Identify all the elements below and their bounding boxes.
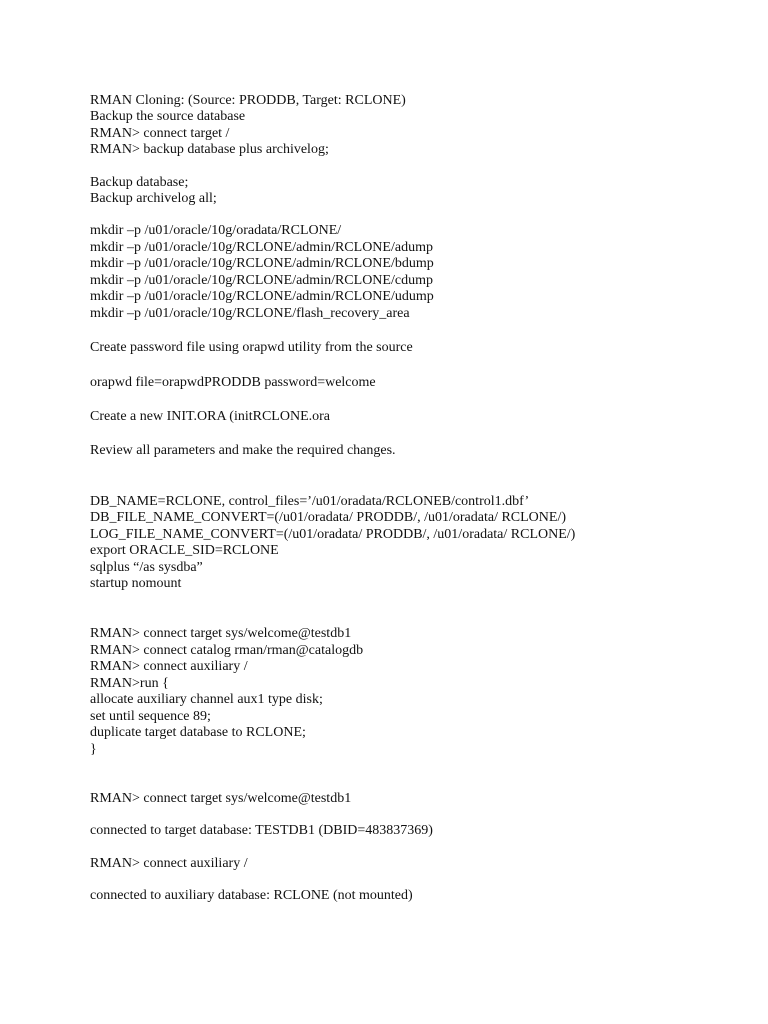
- text-line: mkdir –p /u01/oracle/10g/RCLONE/admin/RCLONE/cdump: [90, 273, 433, 288]
- text-line: Backup archivelog all;: [90, 191, 217, 206]
- text-line: mkdir –p /u01/oracle/10g/RCLONE/admin/RCLONE/adump: [90, 240, 433, 255]
- text-line: RMAN> connect auxiliary /: [90, 659, 248, 674]
- text-line: DB_NAME=RCLONE, control_files=’/u01/oradata/RCLONEB/control1.dbf’: [90, 494, 530, 509]
- text-line: }: [90, 742, 97, 757]
- text-line: mkdir –p /u01/oracle/10g/RCLONE/admin/RCLONE/bdump: [90, 256, 434, 271]
- text-line: Create password file using orapwd utility from the source: [90, 340, 413, 355]
- text-line: RMAN> connect target /: [90, 126, 230, 141]
- text-line: sqlplus “/as sysdba”: [90, 560, 203, 575]
- text-line: duplicate target database to RCLONE;: [90, 725, 306, 740]
- text-line: mkdir –p /u01/oracle/10g/oradata/RCLONE/: [90, 223, 342, 238]
- text-line: RMAN>run {: [90, 676, 169, 691]
- text-line: connected to auxiliary database: RCLONE (not mounted): [90, 888, 413, 903]
- text-line: startup nomount: [90, 576, 182, 591]
- text-line: Create a new INIT.ORA (initRCLONE.ora: [90, 409, 331, 424]
- text-line: Backup the source database: [90, 109, 246, 124]
- text-line: DB_FILE_NAME_CONVERT=(/u01/oradata/ PRODDB/, /u01/oradata/ RCLONE/): [90, 510, 567, 525]
- text-line: Review all parameters and make the required changes.: [90, 443, 396, 458]
- text-line: orapwd file=orapwdPRODDB password=welcome: [90, 375, 376, 390]
- text-line: export ORACLE_SID=RCLONE: [90, 543, 279, 558]
- text-line: RMAN> backup database plus archivelog;: [90, 142, 329, 157]
- text-line: RMAN> connect target sys/welcome@testdb1: [90, 791, 352, 806]
- text-line: RMAN Cloning: (Source: PRODDB, Target: RCLONE): [90, 93, 406, 108]
- text-line: Backup database;: [90, 175, 189, 190]
- text-line: allocate auxiliary channel aux1 type disk;: [90, 692, 323, 707]
- text-line: connected to target database: TESTDB1 (DBID=483837369): [90, 823, 433, 838]
- text-line: RMAN> connect catalog rman/rman@catalogdb: [90, 643, 364, 658]
- text-line: mkdir –p /u01/oracle/10g/RCLONE/flash_recovery_area: [90, 306, 410, 321]
- text-line: mkdir –p /u01/oracle/10g/RCLONE/admin/RCLONE/udump: [90, 289, 434, 304]
- text-line: set until sequence 89;: [90, 709, 211, 724]
- text-line: LOG_FILE_NAME_CONVERT=(/u01/oradata/ PRODDB/, /u01/oradata/ RCLONE/): [90, 527, 576, 542]
- text-line: RMAN> connect auxiliary /: [90, 856, 248, 871]
- text-line: RMAN> connect target sys/welcome@testdb1: [90, 626, 352, 641]
